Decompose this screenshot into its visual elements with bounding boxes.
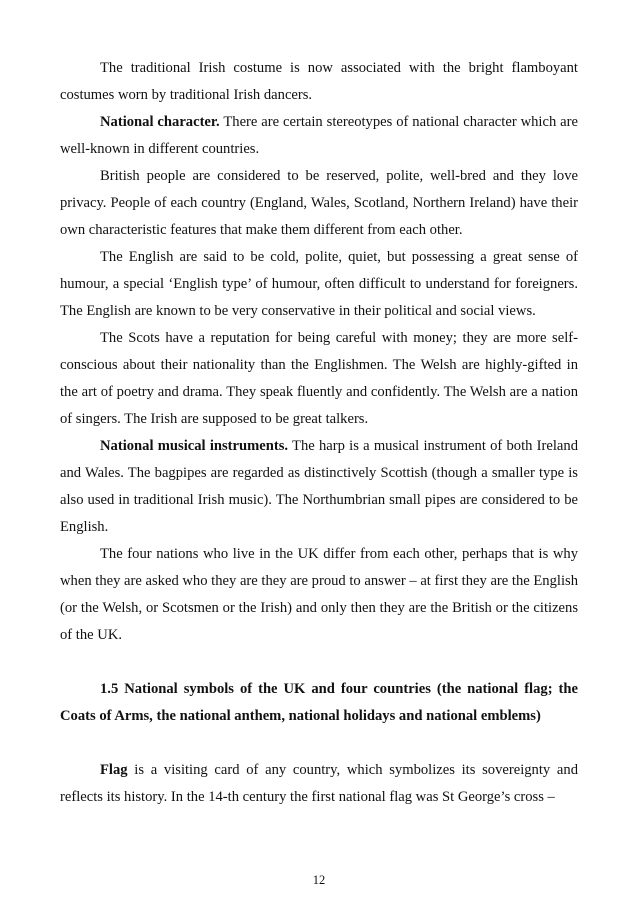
paragraph-bold-lead: Flag (100, 762, 128, 778)
paragraph-irish-costume (60, 55, 578, 109)
paragraph-bold-lead: National musical instruments. (100, 438, 289, 454)
paragraph-english (60, 244, 578, 325)
paragraph-text: is a visiting card of any country, which symbolizes its sovereignty and reflects its history. In the 14-th century the first national flag was St George’s cross – (60, 762, 578, 805)
section-heading: 1.5 National symbols of the UK and four countries (the national flag; the Coats of Arms, the national anthem, national holidays and national emblems) (60, 681, 578, 724)
paragraph-text: There are certain stereotypes of national character which are well-known in different countries. (60, 114, 578, 157)
paragraph-musical-instruments (60, 433, 578, 541)
document-page (60, 55, 578, 811)
paragraph-british-people (60, 163, 578, 244)
paragraph-text: The four nations who live in the UK differ from each other, perhaps that is why when they are asked who they are they are proud to answer – at first they are the English (or the Welsh, or Scotsmen or the Irish) and only then they are the British or the citizens of the UK. (60, 546, 578, 643)
paragraph-text: The Scots have a reputation for being careful with money; they are more self-conscious about their nationality than the Englishmen. The Welsh are highly-gifted in the art of poetry and drama. They speak fluently and confidently. The Welsh are a nation of singers. The Irish are supposed to be great talkers. (60, 330, 578, 427)
paragraph-text: The English are said to be cold, polite, quiet, but possessing a great sense of humour, a special ‘English type’ of humour, often difficult to understand for foreigners. The English are known to be very conservative in their political and social views. (60, 249, 578, 319)
paragraph-four-nations (60, 541, 578, 649)
paragraph-text: The harp is a musical instrument of both Ireland and Wales. The bagpipes are regarded as distinctively Scottish (though a smaller type is also used in traditional Irish music). The Northumbrian small pipes are considered to be English. (60, 438, 579, 535)
paragraph-national-character (60, 109, 578, 163)
paragraph-text: The traditional Irish costume is now associated with the bright flamboyant costumes worn by traditional Irish dancers. (60, 60, 578, 103)
paragraph-bold-lead: National character. (100, 114, 220, 130)
paragraph-text: British people are considered to be reserved, polite, well-bred and they love privacy. People of each country (England, Wales, Scotland, Northern Ireland) have their own characteristic features that make them different from each other. (60, 168, 578, 238)
paragraph-scots-welsh-irish (60, 325, 578, 433)
paragraph-flag (60, 757, 578, 811)
page-number: 12 (312, 873, 326, 887)
